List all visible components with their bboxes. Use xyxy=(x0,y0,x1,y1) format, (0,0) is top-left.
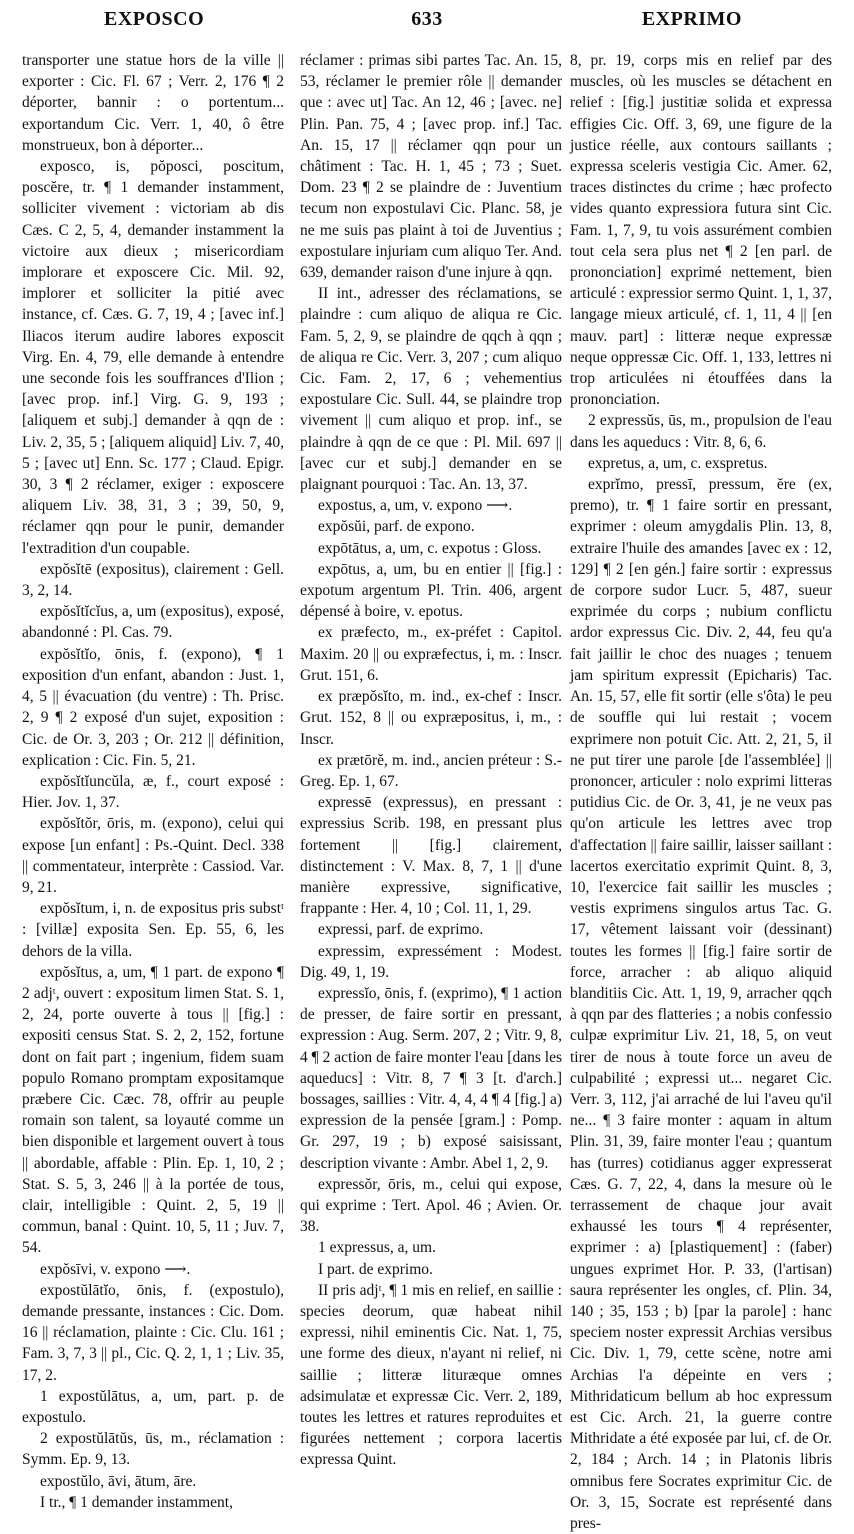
entry-paragraph: expretus, a, um, c. exspretus. xyxy=(588,454,768,472)
entry-paragraph: I part. de exprimo. xyxy=(318,1260,433,1278)
entry-paragraph: II int., adresser des réclamations, se plaindre : cum aliquo de aliqua re Cic. Fam. 5, 2, 9, se plaindre de qqch à qqn ; de aliqua re Cic. Verr. 3, 207 ; cum aliquo Cic. Fam. 2, 17, 6 ; vehementius expostulare Cic. Sull. 44, se plaindre trop vivement || cum aliquo et prop. inf., se plaindre à qqn de ce que : Pl. Mil. 697 || [avec cur et subj.] demander en se plaignant pourquoi : Tac. An. 13, 37. xyxy=(300,285,562,494)
entry-paragraph: expostŭlātĭo, ōnis, f. (expostulo), demande pressante, instances : Cic. Dom. 16 || réclamation, plainte : Cic. Clu. 161 ; Fam. 3, 7, 3 || pl., Cic. Q. 2, 1, 1 ; Liv. 35, 17, 2. xyxy=(22,1281,284,1384)
entry-paragraph: expōtātus, a, um, c. expotus : Gloss. xyxy=(318,539,542,557)
entry-paragraph: 8, pr. 19, corps mis en relief par des muscles, où les muscles se détachent en relief : [fig.] justitiæ solida et expressa effigies Cic. Off. 3, 69, une figure de la justice réelle, aux contours saillants ; expressa sceleris vestigia Cic. Amer. 62, traces distinctes du crime ; hæc profecto vides quanto expressiora futura sint Cic. Fam. 1, 7, 9, tu vois assurément combien tout cela sera plus net ¶ 2 [en parl. de prononciation] exprimé nettement, bien articulé : expressior sermo Quint. 1, 1, 37, langage mieux articulé, cf. 1, 11, 4 || [en mauv. part] : litteræ neque expressæ neque oppressæ Cic. Off. 1, 133, lettres ni trop articulées ni étouffées dans la prononciation. xyxy=(570,52,832,409)
entry-paragraph: expostus, a, um, v. expono ⟶. xyxy=(318,497,513,515)
entry-paragraph: ex prætōrĕ, m. ind., ancien préteur : S.-Greg. Ep. 1, 67. xyxy=(300,751,562,790)
entry-paragraph: expŏsīvi, v. expono ⟶. xyxy=(40,1260,191,1278)
entry-paragraph: expŏsĭtus, a, um, ¶ 1 part. de expono ¶ 2 adjᵗ, ouvert : expositum limen Stat. S. 1, 2, 24, porte ouverte à tous || [fig.] : expositi census Stat. S. 2, 2, 152, fortune dont on fait part ; ingenium, fidem suam populo Romano promptam expositamque præbere Cic. Cæc. 78, offrir au peuple romain son talent, sa loyauté comme un bien disponible et largement ouvert à tous || abordable, affable : Plin. Ep. 1, 10, 2 ; Stat. S. 5, 3, 246 || à la portée de tous, clair, intelligible : Quint. 2, 5, 19 || commun, banal : Quint. 10, 5, 11 ; Juv. 7, 54. xyxy=(22,963,284,1257)
entry-paragraph: 2 expostŭlātŭs, ūs, m., réclamation : Symm. Ep. 9, 13. xyxy=(22,1430,284,1469)
entry-paragraph: expŏsĭtĭo, ōnis, f. (expono), ¶ 1 exposition d'un enfant, abandon : Just. 1, 4, 5 || évacuation (du ventre) : Th. Prisc. 2, 9 ¶ 2 exposé d'un sujet, exposition : Cic. de Or. 3, 203 ; Or. 212 || définition, explication : Cic. Fin. 5, 21. xyxy=(22,645,284,769)
entry-paragraph: expressē (expressus), en pressant : expressius Scrib. 198, en pressant plus fortement || [fig.] clairement, distinctement : V. Max. 8, 7, 1 || d'une manière expressive, significative, frappante : Her. 4, 10 ; Col. 11, 1, 29. xyxy=(300,794,562,918)
entry-paragraph: 2 expressŭs, ūs, m., propulsion de l'eau dans les aqueducs : Vitr. 8, 6, 6. xyxy=(570,412,832,451)
column-left xyxy=(22,50,284,1511)
entry-paragraph: expŏsŭi, parf. de expono. xyxy=(318,518,475,536)
column-right xyxy=(570,50,832,1533)
entry-paragraph: ex præfecto, m., ex-préfet : Capitol. Maxim. 20 || ou expræfectus, i, m. : Inscr. Grut. 151, 6. xyxy=(300,624,562,684)
entry-paragraph: expressi, parf. de exprimo. xyxy=(318,921,484,939)
entry-paragraph: transporter une statue hors de la ville || exporter : Cic. Fl. 67 ; Verr. 2, 176 ¶ 2 déporter, bannir : o portentum... exportandum Cic. Verr. 1, 40, ô être monstrueux, bon à déporter... xyxy=(22,52,284,154)
entry-paragraph: expostŭlo, āvi, ātum, āre. xyxy=(40,1472,197,1490)
running-head-left: EXPOSCO xyxy=(104,8,205,30)
entry-paragraph: expŏsĭtum, i, n. de expositus pris substᵗ : [villæ] exposita Sen. Ep. 55, 6, les dehors de la villa. xyxy=(22,900,284,960)
entry-paragraph: I tr., ¶ 1 demander instamment, xyxy=(40,1493,233,1511)
entry-paragraph: expressim, expressément : Modest. Dig. 49, 1, 19. xyxy=(300,942,562,981)
page-header xyxy=(0,0,854,40)
entry-paragraph: expressŏr, ōris, m., celui qui expose, qui exprime : Tert. Apol. 46 ; Avien. Or. 38. xyxy=(300,1175,562,1236)
entry-paragraph: expressĭo, ōnis, f. (exprimo), ¶ 1 action de presser, de faire sortir en pressant, expression : Aug. Serm. 207, 2 ; Vitr. 9, 8, 4 ¶ 2 action de faire monter l'eau [dans les aqueducs] : Vitr. 8, 7 ¶ 3 [t. d'arch.] bossages, saillies : Vitr. 4, 4, 4 ¶ 4 [fig.] a) expression de la pensée [gram.] : Pomp. Gr. 297, 19 ; b) exposé saisissant, description vivante : Ambr. Abel 1, 2, 9. xyxy=(300,984,562,1172)
entry-paragraph: ex præpŏsĭto, m. ind., ex-chef : Inscr. Grut. 152, 8 || ou expræpositus, i, m., : Inscr. xyxy=(300,688,562,748)
entry-paragraph: exprĭmo, pressī, pressum, ĕre (ex, premo), tr. ¶ 1 faire sortir en pressant, exprimer : oleum amygdalis Plin. 13, 8, extraire l'huile des amandes [avec ex : 12, 129] ¶ 2 [en gén.] faire sortir : expressus de corpore sudor Lucr. 5, 487, sueur exprimée du corps ; nubium conflictu ardor expressus Cic. Div. 2, 44, feu qu'a fait jaillir le choc des nuages ; tenuem jam spiritum expressit (Epicharis) Tac. An. 15, 57, elle fit sortir (elle s'ôta) le peu de souffle qui lui restait ; vocem exprimere non potuit Cic. Att. 2, 21, 5, il ne put tirer une parole [de l'assemblée] || prononcer, articuler : nolo exprimi litteras putidius Cic. de Or. 3, 41, je ne veux pas qu'on articule les lettres avec trop d'affectation || faire saillir, laisser saillant : lacertos exercitatio exprimit Quint. 8, 3, 10, l'exercice fait saillir les muscles ; vestis exprimens singulos artus Tac. G. 17, vêtement laissant voir (dessinant) toutes les formes || [fig.] faire sortir de force, arracher : ab aliquo aliquid blanditiis Cic. Att. 1, 19, 9, arracher qqch à qqn par des flatteries ; a nobis confessio culpæ exprimitur Liv. 21, 18, 5, on veut tirer de nous à toute force un aveu de culpabilité ; expressi ut... negaret Cic. Verr. 3, 112, j'ai arraché de lui l'aveu qu'il ne... ¶ 3 faire monter : aquam in altum Plin. 31, 39, faire monter l'eau ; quantum has (turres) cotidianus agger expresserat Cæs. G. 7, 22, 4, dans la mesure où le terrassement de chaque jour avait exhaussé les tours ¶ 4 représenter, exprimer : a) [plastiquement] : (faber) ungues exprimet Hor. P. 33, (l'artisan) saura représenter les ongles, cf. Plin. 34, 140 ; 35, 153 ; b) [par la parole] : hanc speciem noster expressit Archias versibus Cic. Div. 1, 79, cette scène, notre ami Archias l'a dépeinte en vers ; Mithridaticum bellum ab hoc expressum est Cic. Arch. 21, la guerre contre Mithridate a été exposée par lui, cf. de Or. 2, 184 ; Arch. 14 ; in Platonis libris omnibus fere Socrates exprimitur Cic. de Or. 3, 15, Socrate est représenté dans pres- xyxy=(570,476,832,1533)
entry-paragraph: expŏsĭtĭcĭus, a, um (expositus), exposé, abandonné : Pl. Cas. 79. xyxy=(22,603,284,642)
entry-paragraph: 1 expostŭlātus, a, um, part. p. de expostulo. xyxy=(22,1387,284,1426)
entry-paragraph: expŏsĭtĭuncŭla, æ, f., court exposé : Hier. Jov. 1, 37. xyxy=(22,772,284,812)
page-number: 633 xyxy=(411,8,443,30)
entry-paragraph: expōtus, a, um, bu en entier || [fig.] : expotum argentum Pl. Trin. 406, argent dépensé à boire, v. epotus. xyxy=(300,560,562,621)
running-head-right: EXPRIMO xyxy=(641,8,742,30)
column-middle xyxy=(300,50,562,1469)
entry-paragraph: II pris adjᵗ, ¶ 1 mis en relief, en saillie : species deorum, quæ habeat nihil expressi, nihil eminentis Cic. Nat. 1, 75, une forme des dieux, n'ayant ni relief, ni saillie ; litteræ lituræque omnes adsimulatæ et expressæ Cic. Verr. 2, 189, toutes les lettres et ratures reproduites et figurées nettement ; corpora lacertis expressa Quint. xyxy=(300,1281,562,1469)
entry-paragraph: 1 expressus, a, um. xyxy=(318,1239,436,1257)
entry-paragraph: expŏsĭtē (expositus), clairement : Gell. 3, 2, 14. xyxy=(22,560,284,600)
entry-paragraph: expŏsĭtŏr, ōris, m. (expono), celui qui expose [un enfant] : Ps.-Quint. Decl. 338 || commentateur, interprète : Cassiod. Var. 9, 21. xyxy=(22,815,284,896)
entry-paragraph: réclamer : primas sibi partes Tac. An. 15, 53, réclamer le premier rôle || demander que : avec ut] Tac. An 12, 46 ; [avec. ne] Plin. Pan. 75, 4 ; [avec prop. inf.] Tac. An. 15, 17 || réclamer qqn pour un châtiment : Tac. H. 1, 45 ; 73 ; Suet. Dom. 23 ¶ 2 se plaindre de : Juventium tecum non expostulavi Cic. Planc. 58, je ne me suis pas plaint à toi de Juventius ; expostulare injuriam cum aliquo Ter. And. 639, demander raison d'une injure à qqn. xyxy=(300,52,562,282)
entry-paragraph: exposco, is, pŏposci, poscitum, poscĕre, tr. ¶ 1 demander instamment, solliciter vivement : victoriam ab dis Cæs. C 2, 5, 4, demander instamment la victoire aux dieux ; misericordiam implorare et exposcere Cic. Mil. 92, implorer et solliciter la pitié avec instance, cf. Cæs. G. 7, 19, 4 ; [avec inf.] Iliacos iterum audire labores exposcit Virg. En. 4, 79, elle demande à entendre une seconde fois les souffrances d'Ilion ; [avec prop. inf.] Virg. G. 9, 193 ; [aliquem et subj.] demander à qqn de : Liv. 2, 35, 5 ; [aliquem aliquid] Liv. 7, 40, 5 ; [avec ut] Enn. Sc. 177 ; Claud. Epigr. 30, 3 ¶ 2 réclamer, exiger : exposcere aliquem Liv. 38, 31, 3 ; 39, 50, 9, réclamer qqn pour le punir, demander l'extradition d'un coupable. xyxy=(22,158,284,557)
